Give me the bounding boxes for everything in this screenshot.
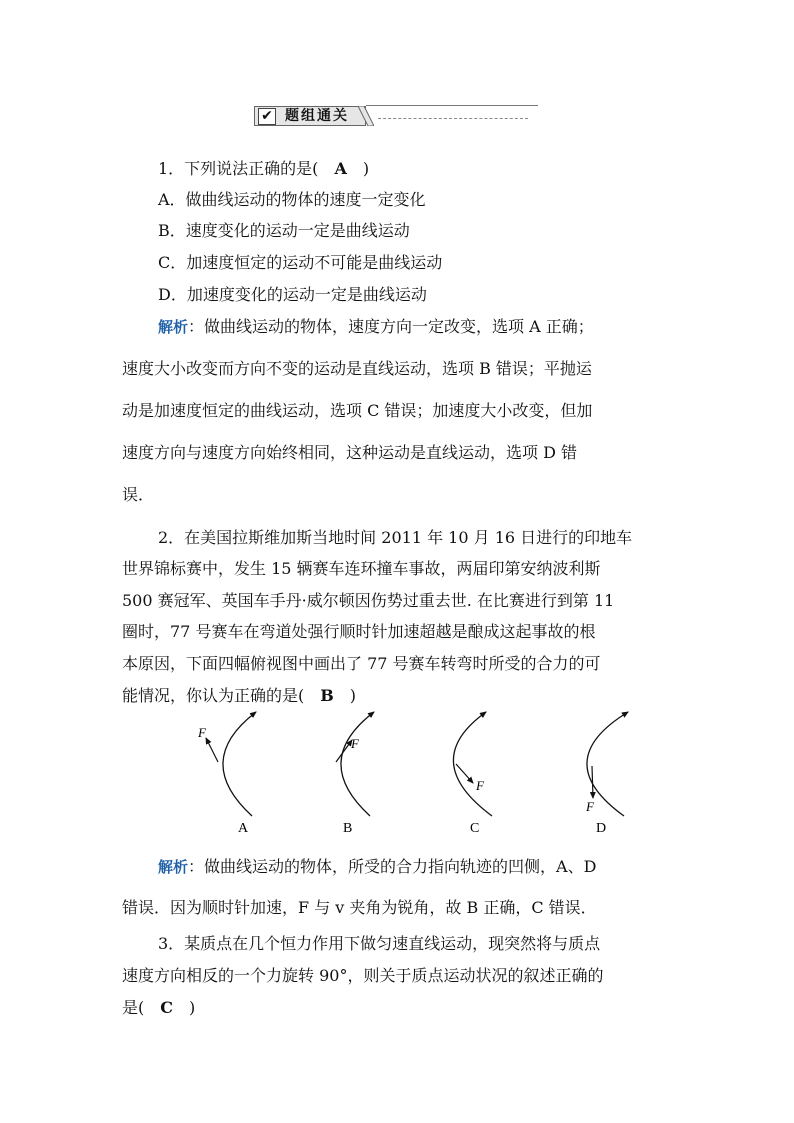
q1-answer: A xyxy=(334,159,347,178)
q1-analysis-line-3: 动是加速度恒定的曲线运动，选项 C 错误；加速度大小改变，但加 xyxy=(122,401,593,420)
q3-line-1: 3．某质点在几个恒力作用下做匀速直线运动，现突然将与质点 xyxy=(158,934,601,953)
q2-line-6 xyxy=(122,685,356,707)
q3-stem-text: 是( xyxy=(122,998,161,1017)
q2-close: ) xyxy=(333,686,357,705)
q1-option-b: B．速度变化的运动一定是曲线运动 xyxy=(158,221,410,240)
panel-b-force-label: F xyxy=(351,736,359,751)
panel-c-trajectory xyxy=(453,712,492,816)
q2-line-3: 500 赛冠军、英国车手丹·威尔顿因伤势过重去世. 在比赛进行到第 11 xyxy=(122,591,615,610)
q2-analysis-text-1: ：做曲线运动的物体，所受的合力指向轨迹的凹侧，A、D xyxy=(188,857,597,876)
q2-analysis-label: 解析 xyxy=(158,858,189,876)
panel-d-label: D xyxy=(596,821,607,836)
panel-c-force-label: F xyxy=(476,778,484,793)
q3-line-2: 速度方向相反的一个力旋转 90°，则关于质点运动状况的叙述正确的 xyxy=(122,966,604,985)
banner-dashed-rule xyxy=(378,118,528,119)
panel-a-force-label: F xyxy=(198,725,206,740)
q2-analysis-line-2: 错误．因为顺时针加速，F 与 v 夹角为锐角，故 B 正确，C 错误． xyxy=(122,898,597,917)
q2-answer: B xyxy=(320,686,334,705)
q3-answer: C xyxy=(160,998,173,1017)
panel-b-label: B xyxy=(343,821,353,836)
panel-b-trajectory xyxy=(341,712,374,816)
panel-b-force-arrow xyxy=(336,740,352,762)
panel-a-force-arrow xyxy=(206,738,218,762)
q2-line-2: 世界锦标赛中，发生 15 辆赛车连环撞车事故，两届印第安纳波利斯 xyxy=(122,559,601,578)
panel-c xyxy=(453,712,492,836)
q1-analysis-line-5: 误． xyxy=(122,485,155,504)
panel-b xyxy=(336,712,374,836)
banner-top-rule xyxy=(366,105,538,106)
q2-line-4: 圈时，77 号赛车在弯道处强行顺时针加速超越是酿成这起事故的根 xyxy=(122,622,596,641)
q1-option-d: D．加速度变化的运动一定是曲线运动 xyxy=(158,285,427,304)
q3-close: ) xyxy=(172,998,196,1017)
q1-option-c: C．加速度恒定的运动不可能是曲线运动 xyxy=(158,253,443,272)
panel-a xyxy=(197,712,256,836)
q2-line-5: 本原因，下面四幅俯视图中画出了 77 号赛车转弯时所受的合力的可 xyxy=(122,654,601,673)
panel-d xyxy=(585,712,628,836)
panel-d-force-label: F xyxy=(586,799,594,814)
q3-line-3 xyxy=(122,997,195,1019)
panel-c-label: C xyxy=(470,821,480,836)
q1-analysis-line-4: 速度方向与速度方向始终相同，这种运动是直线运动，选项 D 错 xyxy=(122,443,578,462)
q1-analysis-text-1: ：做曲线运动的物体，速度方向一定改变，选项 A 正确； xyxy=(188,317,594,336)
banner-box xyxy=(254,106,366,126)
q1-option-a: A．做曲线运动的物体的速度一定变化 xyxy=(158,190,426,209)
section-title: 题组通关 xyxy=(285,108,349,124)
checkmark-icon: ✔ xyxy=(258,108,276,125)
q1-stem-text: 1．下列说法正确的是( xyxy=(158,159,335,178)
q1-close: ) xyxy=(346,159,370,178)
panel-a-label: A xyxy=(238,821,249,836)
section-banner xyxy=(254,104,544,130)
q1-analysis-line-2: 速度大小改变而方向不变的运动是直线运动，选项 B 错误；平抛运 xyxy=(122,359,592,378)
trajectory-figure xyxy=(190,706,650,846)
q1-analysis-label: 解析 xyxy=(158,318,189,336)
q2-line-1: 2．在美国拉斯维加斯当地时间 2011 年 10 月 16 日进行的印地车 xyxy=(158,528,633,547)
q2-stem-text: 能情况，你认为正确的是( xyxy=(122,686,321,705)
q1-stem xyxy=(158,158,369,180)
q1-analysis-line-1 xyxy=(158,316,594,338)
panel-a-trajectory xyxy=(223,712,256,816)
panel-d-force-arrow xyxy=(592,766,593,798)
q2-analysis-line-1 xyxy=(158,856,596,878)
banner-slant-edge xyxy=(358,106,374,126)
